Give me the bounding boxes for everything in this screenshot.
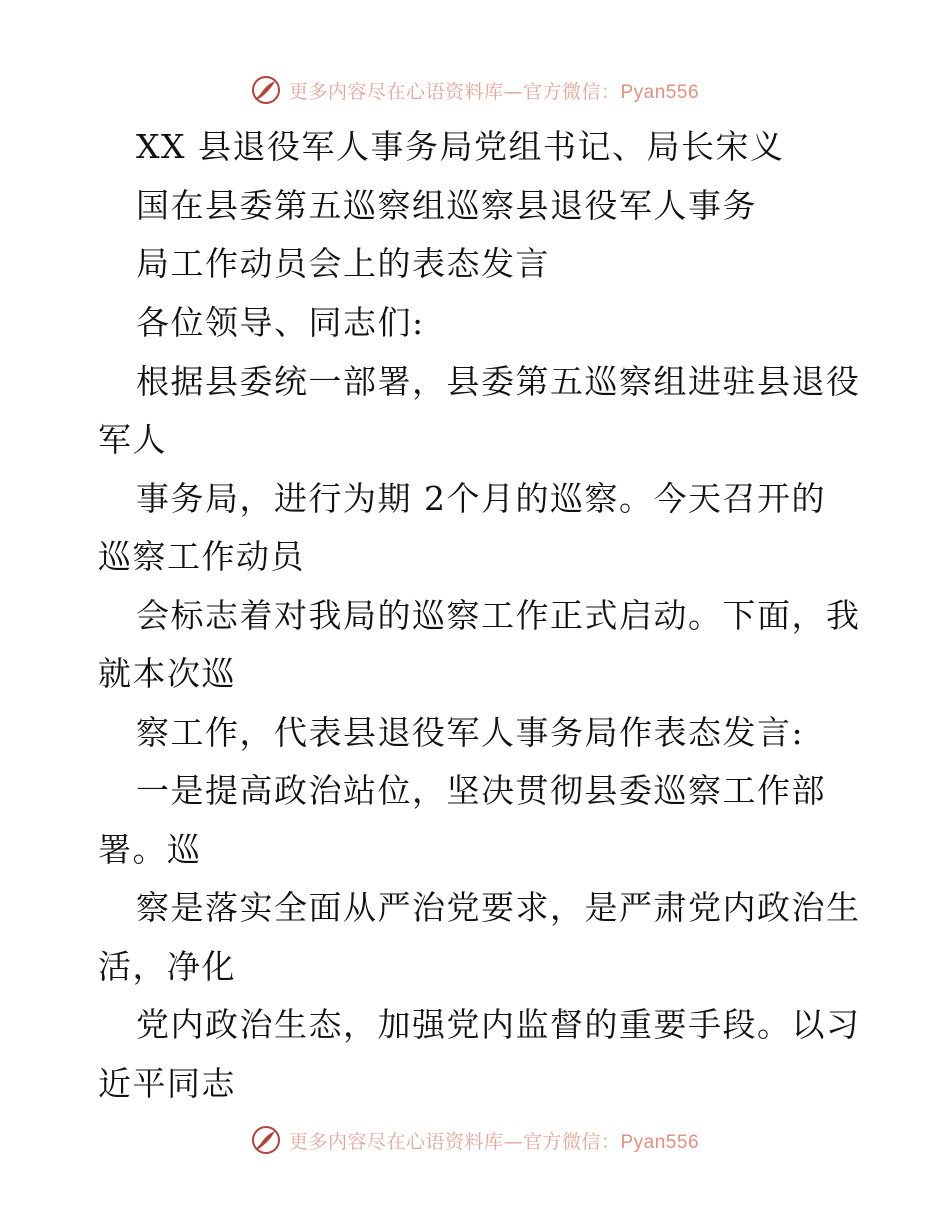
footer-watermark — [0, 1120, 950, 1160]
paragraph-line: 察是落实全面从严治党要求，是严肃党内政治生 — [136, 888, 861, 927]
paragraph-line: 根据县委统一部署，县委第五巡察组进驻县退役 — [136, 362, 861, 401]
quill-pen-icon — [251, 75, 281, 105]
header-watermark — [0, 70, 950, 110]
paragraph-line: 署。巡 — [98, 830, 202, 869]
title-line: XX 县退役军人事务局党组书记、局长宋义 — [136, 127, 785, 166]
paragraph-line: 就本次巡 — [98, 654, 236, 693]
quill-pen-icon — [251, 1125, 281, 1155]
title-line: 国在县委第五巡察组巡察县退役军人事务 — [136, 186, 757, 225]
paragraph-line: 会标志着对我局的巡察工作正式启动。下面，我 — [136, 596, 861, 635]
paragraph-line: 事务局，进行为期 2个月的巡察。今天召开的 — [136, 479, 826, 518]
paragraph-line: 察工作，代表县退役军人事务局作表态发言: — [136, 713, 805, 752]
watermark-text: 更多内容尽在心语资料库—官方微信：Pyan556 — [288, 80, 700, 103]
paragraph-line: 近平同志 — [98, 1064, 236, 1103]
paragraph-line: 军人 — [98, 420, 167, 459]
paragraph-line: 活，净化 — [98, 947, 236, 986]
salutation: 各位领导、同志们: — [136, 303, 425, 342]
paragraph-line: 党内政治生态，加强党内监督的重要手段。以习 — [136, 1005, 861, 1044]
paragraph-line: 一是提高政治站位，坚决贯彻县委巡察工作部 — [136, 771, 826, 810]
title-line: 局工作动员会上的表态发言 — [136, 244, 550, 283]
paragraph-line: 巡察工作动员 — [98, 537, 305, 576]
watermark-text: 更多内容尽在心语资料库—官方微信：Pyan556 — [288, 1130, 700, 1153]
